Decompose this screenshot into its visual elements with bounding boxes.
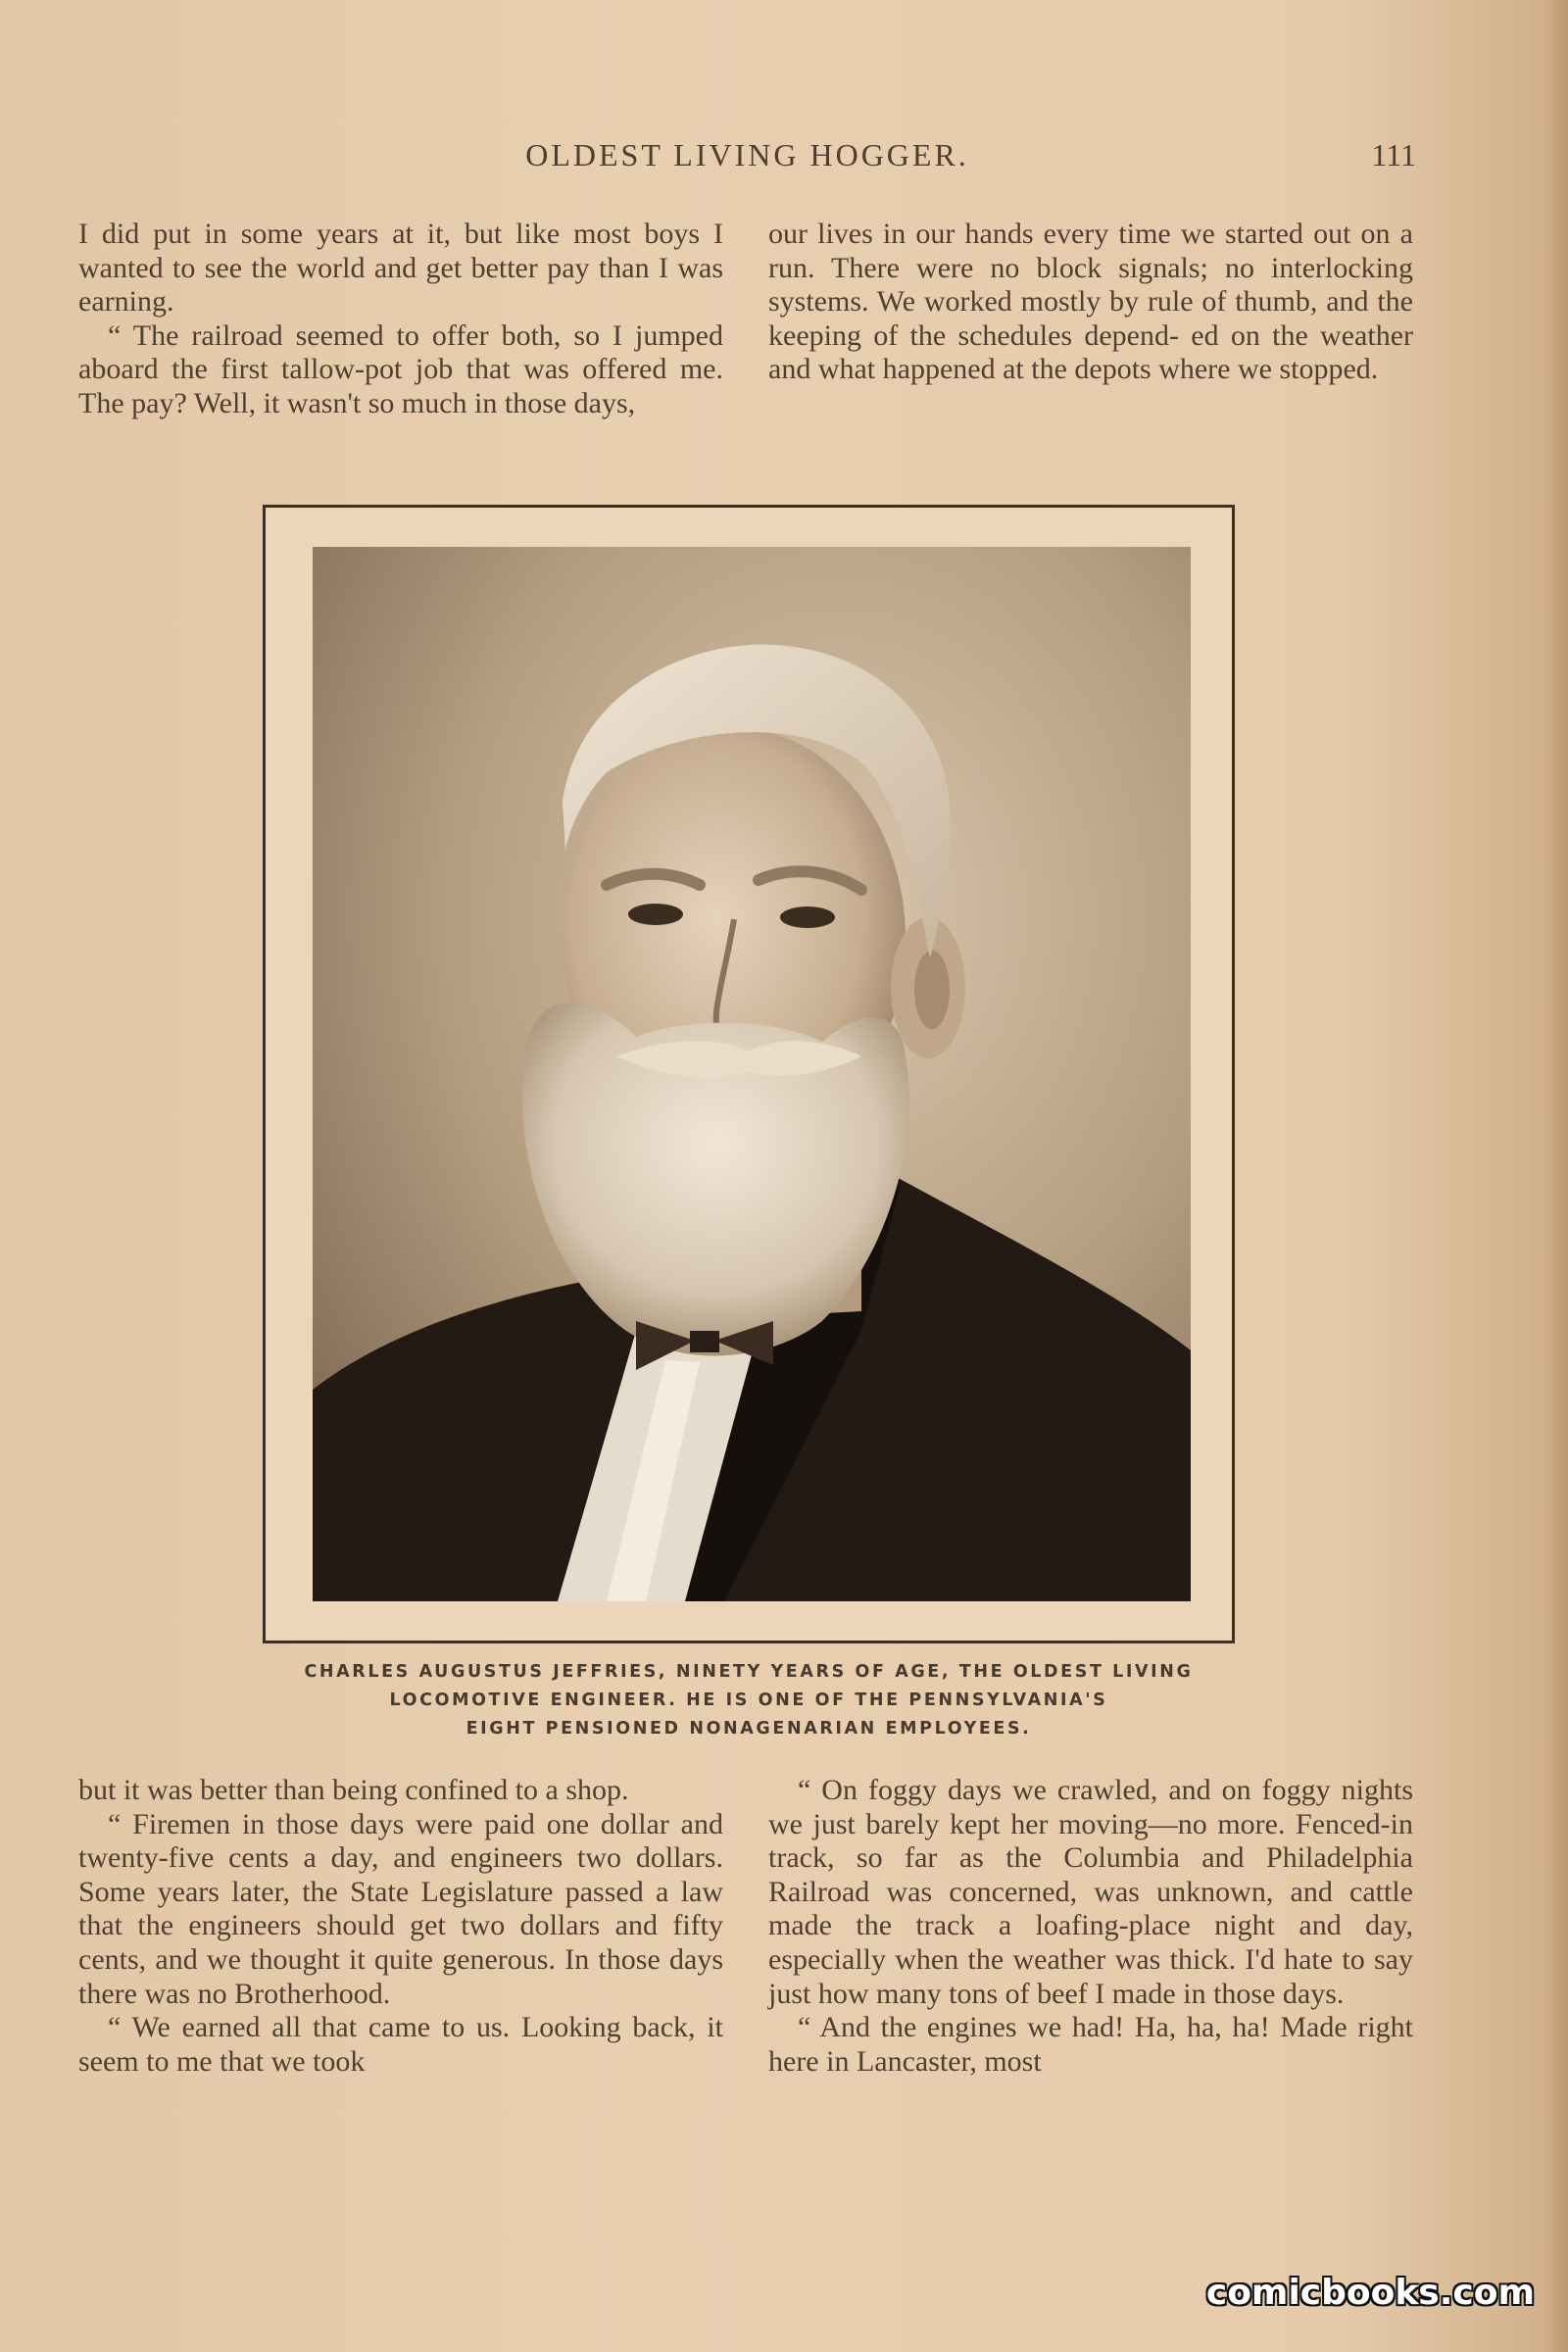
paragraph: but it was better than being confined to a shop. [78,1774,629,1806]
site-watermark: comicbooks.com [1205,2273,1535,2313]
caption-line: EIGHT PENSIONED NONAGENARIAN EMPLOYEES. [466,1719,1032,1739]
portrait-frame [263,505,1235,1643]
caption-line: LOCOMOTIVE ENGINEER. HE IS ONE OF THE PENNSYLVANIA'S [389,1690,1108,1710]
paragraph: “ And the engines we had! Ha, ha, ha! Made right here in Lancaster, most [768,2011,1413,2078]
paragraph: “ Firemen in those days were paid one dollar and twenty-five cents a day, and engineers two dollars. Some years later, the State Legislature passed a law that the engineers should get two dollars and fifty cents, and we thought it quite generous. In those days there was no Brotherhood. [78,1807,723,2010]
paragraph: “ We earned all that came to us. Looking back, it seem to me that we took [78,2011,723,2078]
paragraph: our lives in our hands every time we started out on a run. There were no block signals; no interlocking systems. We worked mostly by rule of thumb, and the keeping of the schedules depend- ed on the weather and what happened at the depots where we stopped. [768,218,1413,386]
page-edge-shadow [1543,0,1568,2352]
bottom-right-column [768,1774,1413,2079]
figure-caption [196,1658,1301,1743]
paragraph: I did put in some years at it, but like most boys I wanted to see the world and get better pay than I was earning. [78,218,723,318]
page-number: 111 [1371,137,1416,172]
paragraph: “ On foggy days we crawled, and on foggy nights we just barely kept her moving—no more. Fenced-in track, so far as the Columbia and Philadelphia Railroad was concerned, was unknown, and cattle made the track a loafing-place night and day, especially when the weather was thick. I'd hate to say just how many tons of beef I made in those days. [768,1774,1413,2010]
running-title: OLDEST LIVING HOGGER. [525,137,969,172]
bottom-left-column [78,1774,723,2079]
caption-line: CHARLES AUGUSTUS JEFFRIES, NINETY YEARS OF AGE, THE OLDEST LIVING [304,1662,1194,1682]
top-right-column [768,218,1413,387]
running-head [78,137,1416,180]
paragraph: “ The railroad seemed to offer both, so I jumped aboard the first tallow-pot job that was offered me. The pay? Well, it wasn't so much in those days, [78,318,723,419]
portrait-photo [313,547,1191,1601]
portrait-illustration [313,547,1191,1601]
top-left-column [78,218,723,421]
